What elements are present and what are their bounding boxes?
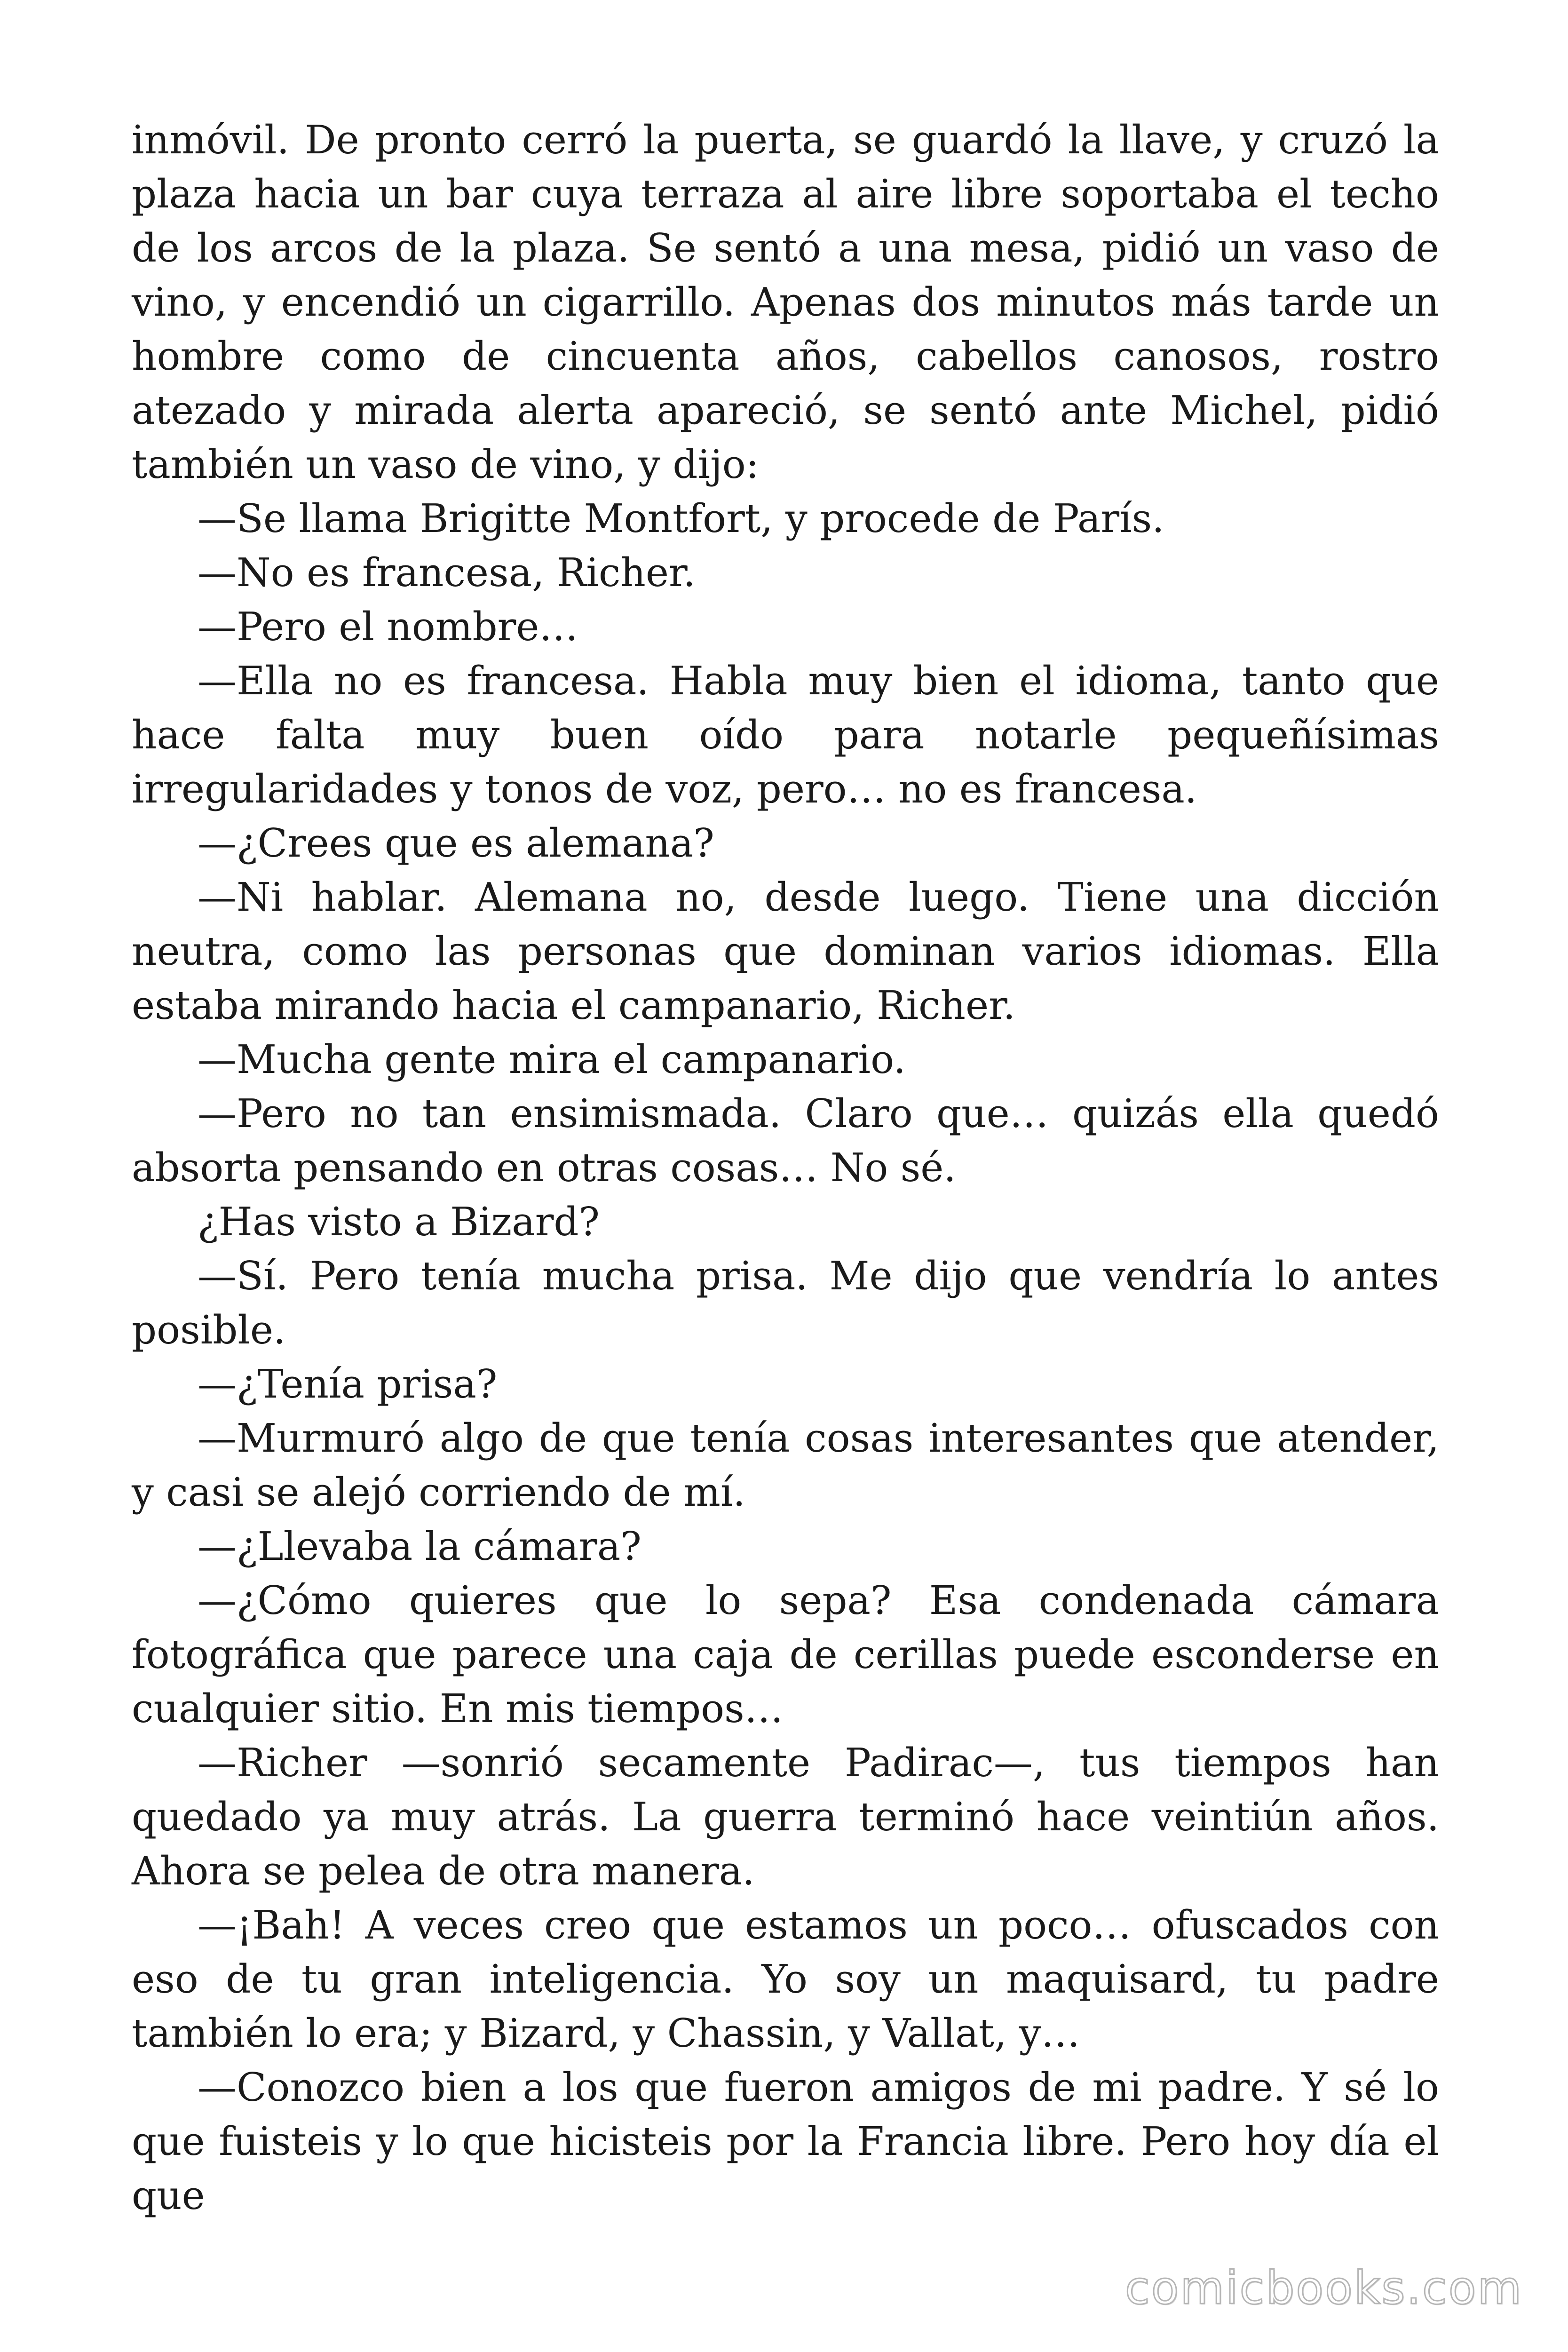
paragraph: —No es francesa, Richer. [198, 550, 696, 596]
watermark-text: comicbooks.com [1125, 2262, 1523, 2314]
paragraph: —¿Llevaba la cámara? [198, 1524, 641, 1569]
paragraph: —¡Bah! A veces creo que estamos un poco… ofuscados con eso de tu gran inteligencia. Yo soy un maquisard, tu padre también lo era; y Bizard, y Chassin, y Vallat, y… [132, 1902, 1439, 2056]
paragraph: —¿Crees que es alemana? [198, 820, 714, 866]
page-text [132, 113, 1439, 2223]
paragraph: —Richer —sonrió secamente Padirac—, tus tiempos han quedado ya muy atrás. La guerra terminó hace veintiún años. Ahora se pelea de otra manera. [132, 1740, 1439, 1894]
paragraph: —Ella no es francesa. Habla muy bien el idioma, tanto que hace falta muy buen oído para notarle pequeñísimas irregularidades y tonos de voz, pero… no es francesa. [132, 658, 1439, 812]
paragraph: —Pero no tan ensimismada. Claro que… quizás ella quedó absorta pensando en otras cosas… No sé. [132, 1091, 1439, 1191]
paragraph: —Se llama Brigitte Montfort, y procede de París. [198, 496, 1164, 541]
paragraph: —Ni hablar. Alemana no, desde luego. Tiene una dicción neutra, como las personas que dominan varios idiomas. Ella estaba mirando hacia el campanario, Richer. [132, 874, 1439, 1028]
paragraph: —Murmuró algo de que tenía cosas interesantes que atender, y casi se alejó corriendo de mí. [132, 1415, 1439, 1515]
paragraph: —¿Tenía prisa? [198, 1361, 498, 1407]
paragraph: —Sí. Pero tenía mucha prisa. Me dijo que vendría lo antes posible. [132, 1253, 1439, 1353]
paragraph: —Mucha gente mira el campanario. [198, 1037, 906, 1082]
paragraph: —Pero el nombre… [198, 604, 578, 650]
paragraph: —Conozco bien a los que fueron amigos de mi padre. Y sé lo que fuisteis y lo que hicisteis por la Francia libre. Pero hoy día el que [132, 2065, 1439, 2218]
paragraph: inmóvil. De pronto cerró la puerta, se guardó la llave, y cruzó la plaza hacia un bar cuya terraza al aire libre soportaba el techo de los arcos de la plaza. Se sentó a una mesa, pidió un vaso de vino, y encendió un cigarrillo. Apenas dos minutos más tarde un hombre como de cincuenta años, cabellos canosos, rostro atezado y mirada alerta apareció, se sentó ante Michel, pidió también un vaso de vino, y dijo: [132, 117, 1439, 487]
paragraph: —¿Cómo quieres que lo sepa? Esa condenada cámara fotográfica que parece una caja de cerillas puede esconderse en cualquier sitio. En mis tiempos… [132, 1578, 1439, 1732]
paragraph: ¿Has visto a Bizard? [198, 1199, 600, 1245]
